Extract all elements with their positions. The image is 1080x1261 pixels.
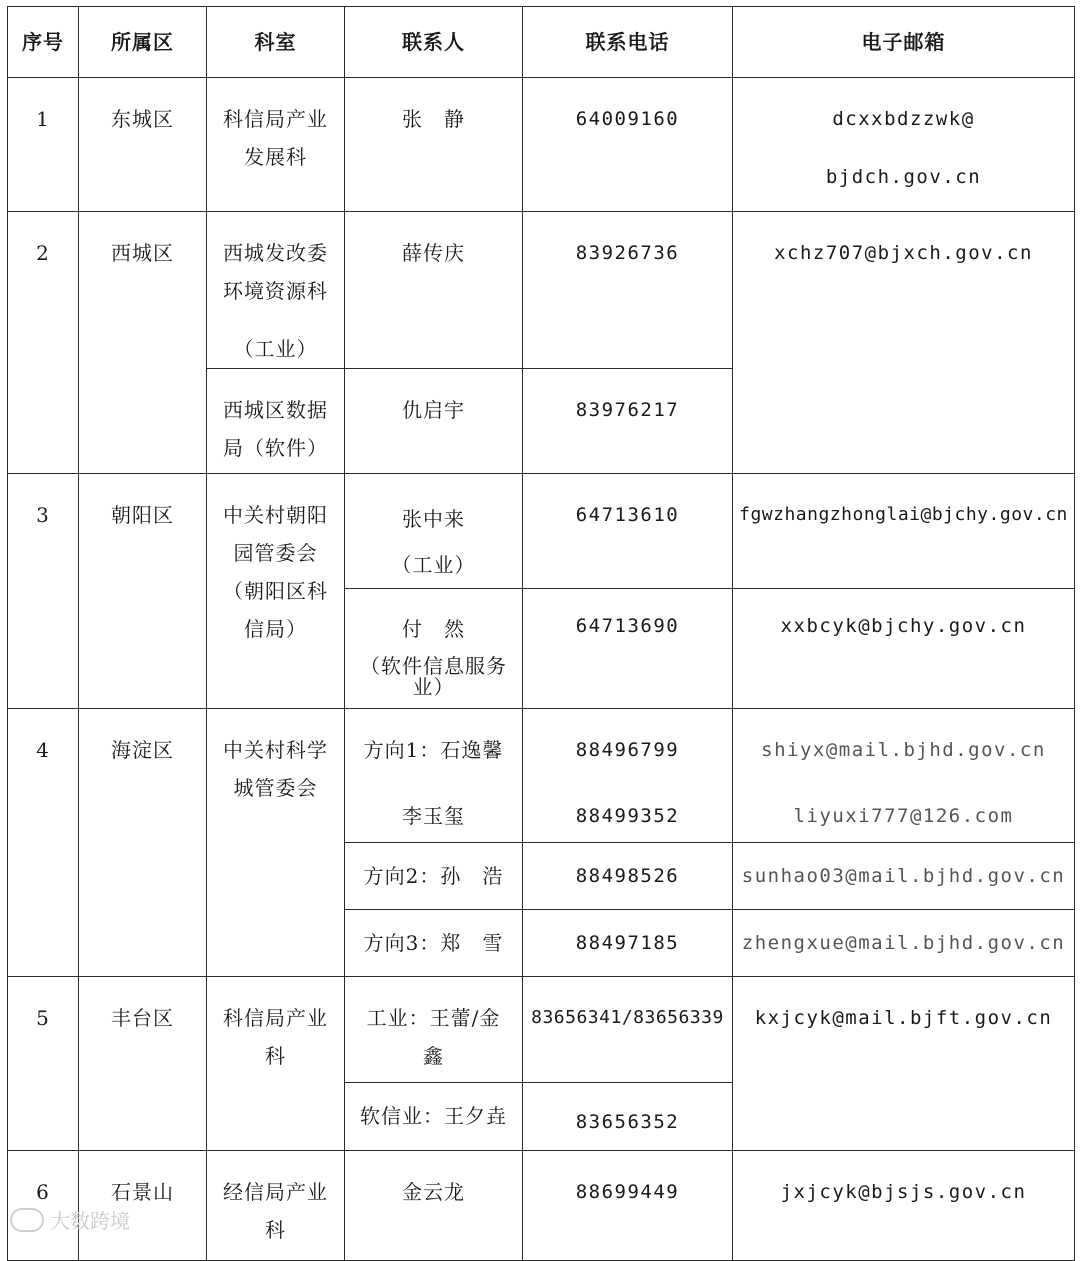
phone-cell: 88496799 88499352 xyxy=(523,709,733,843)
contact-cell: 付 然 （软件信息服务 业） xyxy=(345,589,523,709)
table-row xyxy=(8,1151,1075,1261)
email-cell: jxjcyk@bjsjs.gov.cn xyxy=(733,1151,1075,1261)
email-cell: zhengxue@mail.bjhd.gov.cn xyxy=(733,910,1075,977)
email-cell: xxbcyk@bjchy.gov.cn xyxy=(733,589,1075,709)
col-header-email: 电子邮箱 xyxy=(733,7,1075,78)
row-number: 2 xyxy=(8,212,79,474)
row-number: 6 xyxy=(8,1151,79,1261)
col-header-no: 序号 xyxy=(8,7,79,78)
contacts-table xyxy=(7,6,1075,1261)
district-cell: 西城区 xyxy=(79,212,207,474)
phone-cell: 64713610 xyxy=(523,474,733,589)
row-number: 5 xyxy=(8,977,79,1151)
contact-cell: 方向3：郑 雪 xyxy=(345,910,523,977)
table-row xyxy=(8,474,1075,589)
email-cell: xchz707@bjxch.gov.cn xyxy=(733,212,1075,474)
table-row xyxy=(8,78,1075,212)
contact-cell: 张中来 （工业） xyxy=(345,474,523,589)
email-cell: dcxxbdzzwk@ bjdch.gov.cn xyxy=(733,78,1075,212)
col-header-dept: 科室 xyxy=(207,7,345,78)
watermark-logo-icon xyxy=(10,1208,44,1232)
email-cell: kxjcyk@mail.bjft.gov.cn xyxy=(733,977,1075,1151)
dept-cell: 中关村朝阳 园管委会 （朝阳区科 信局） xyxy=(207,474,345,709)
row-number: 3 xyxy=(8,474,79,709)
phone-cell: 64713690 xyxy=(523,589,733,709)
contact-cell: 仇启宇 xyxy=(345,369,523,474)
dept-cell: 西城区数据 局（软件） xyxy=(207,369,345,474)
phone-cell: 88497185 xyxy=(523,910,733,977)
header-row xyxy=(8,7,1075,78)
col-header-contact: 联系人 xyxy=(345,7,523,78)
dept-cell: 中关村科学 城管委会 xyxy=(207,709,345,977)
phone-cell: 64009160 xyxy=(523,78,733,212)
contact-cell: 方向2：孙 浩 xyxy=(345,843,523,910)
dept-cell: 科信局产业 科 xyxy=(207,977,345,1151)
table-row xyxy=(8,709,1075,843)
dept-cell: 西城发改委 环境资源科 （工业） xyxy=(207,212,345,369)
district-cell: 丰台区 xyxy=(79,977,207,1151)
district-cell: 海淀区 xyxy=(79,709,207,977)
table-row xyxy=(8,977,1075,1083)
phone-cell: 88699449 xyxy=(523,1151,733,1261)
row-number: 4 xyxy=(8,709,79,977)
contact-cell: 方向1：石逸馨 李玉玺 xyxy=(345,709,523,843)
dept-cell: 科信局产业 发展科 xyxy=(207,78,345,212)
contact-cell: 张 静 xyxy=(345,78,523,212)
phone-cell: 83656352 xyxy=(523,1083,733,1151)
email-cell: sunhao03@mail.bjhd.gov.cn xyxy=(733,843,1075,910)
phone-cell: 83976217 xyxy=(523,369,733,474)
email-cell: shiyx@mail.bjhd.gov.cn liyuxi777@126.com xyxy=(733,709,1075,843)
col-header-phone: 联系电话 xyxy=(523,7,733,78)
watermark xyxy=(10,1205,130,1234)
dept-cell: 经信局产业 科 xyxy=(207,1151,345,1261)
contact-cell: 薛传庆 xyxy=(345,212,523,369)
col-header-district: 所属区 xyxy=(79,7,207,78)
table-row xyxy=(8,212,1075,369)
row-number: 1 xyxy=(8,78,79,212)
email-cell: fgwzhangzhonglai@bjchy.gov.cn xyxy=(733,474,1075,589)
phone-cell: 83926736 xyxy=(523,212,733,369)
district-cell: 东城区 xyxy=(79,78,207,212)
watermark-text: 大数跨境 xyxy=(50,1209,130,1233)
phone-cell: 88498526 xyxy=(523,843,733,910)
contact-cell: 金云龙 xyxy=(345,1151,523,1261)
district-cell: 石景山 xyxy=(79,1151,207,1261)
contact-cell: 软信业：王夕垚 xyxy=(345,1083,523,1151)
contact-cell: 工业：王蕾/金 鑫 xyxy=(345,977,523,1083)
district-cell: 朝阳区 xyxy=(79,474,207,709)
phone-cell: 83656341/83656339 xyxy=(523,977,733,1083)
